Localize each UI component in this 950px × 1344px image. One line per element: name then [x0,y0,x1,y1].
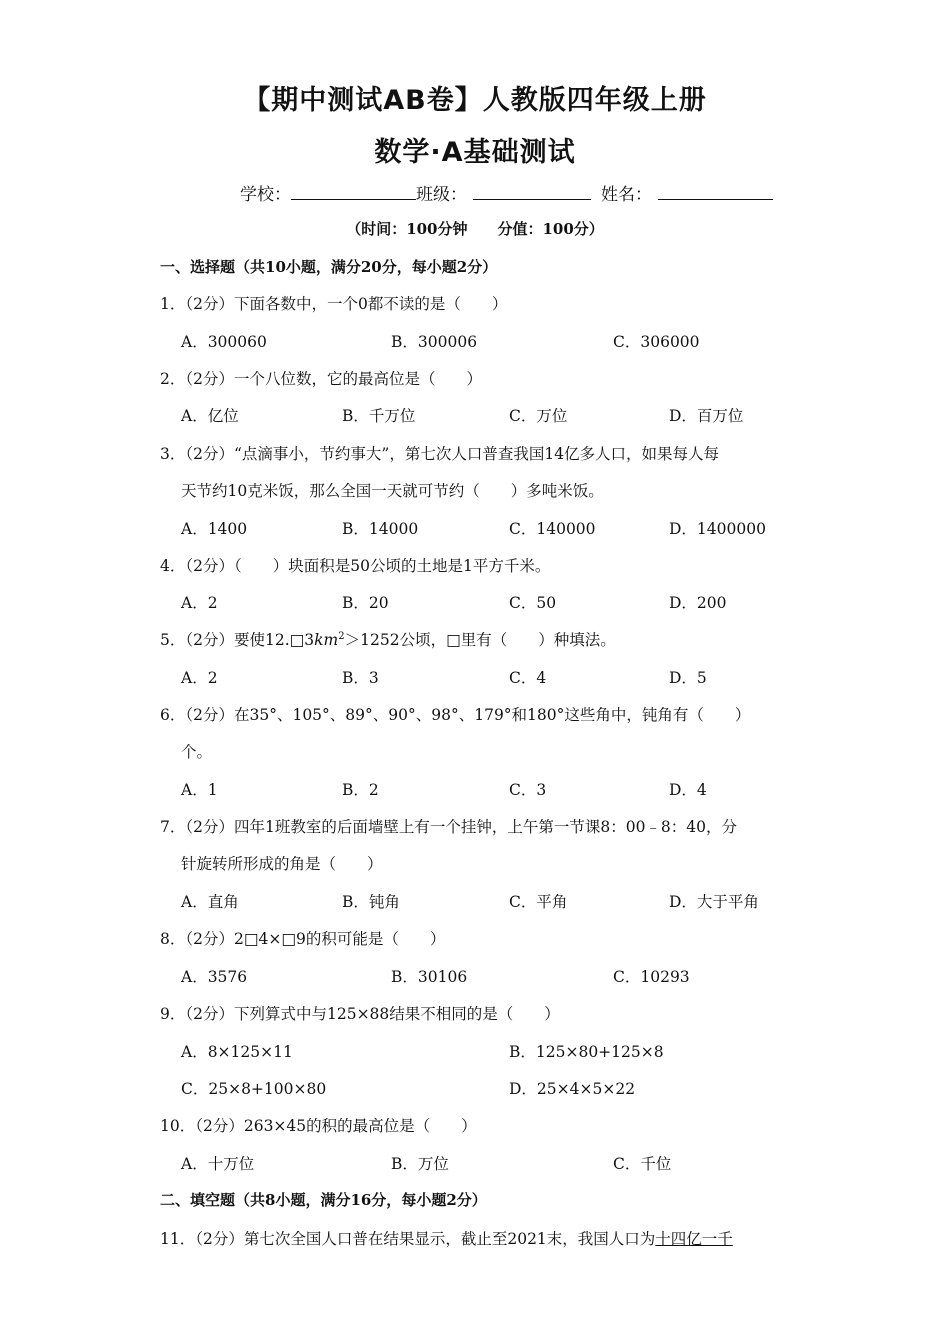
option-b[interactable]: B．3 [342,669,379,687]
option-b[interactable]: B．千万位 [342,407,416,425]
option-c[interactable]: C．千位 [613,1155,672,1173]
option-c[interactable]: C．3 [509,781,547,799]
question-number: 5． [160,631,186,649]
name-blank[interactable] [658,181,773,200]
option-a[interactable]: A．3576 [181,968,248,986]
option-d[interactable]: D．百万位 [669,407,744,425]
question-text: （2分）要使12.□3 [185,631,315,649]
name-label: 姓名： [601,185,652,205]
option-a[interactable]: A．直角 [181,893,239,911]
option-b[interactable]: B．14000 [342,520,419,538]
question-text: （2分）在35°、105°、89°、90°、98°、179°和180°这些角中，钝角有（ ） [185,706,751,724]
option-a[interactable]: A．8×125×11 [181,1043,293,1061]
option-b[interactable]: B．钝角 [342,893,400,911]
option-a[interactable]: A．十万位 [181,1155,255,1173]
question-text-continued: 针旋转所形成的角是（ ） [181,855,383,873]
option-c[interactable]: C．306000 [613,333,700,351]
option-b[interactable]: B．300006 [391,333,478,351]
page-subtitle: 数学·A基础测试 [374,137,576,168]
class-blank[interactable] [473,181,591,200]
option-c[interactable]: C．25×8+100×80 [181,1080,327,1098]
question-text: （2分）第七次全国人口普在结果显示，截止至2021末，我国人口为 [195,1230,656,1248]
class-label: 班级： [416,185,467,205]
question-number: 11． [160,1230,196,1248]
question-text: （2分）下面各数中，一个0都不读的是（ ） [185,295,508,313]
question-7 [160,815,737,837]
question-text: （2分）2□4×□9的积可能是（ ） [185,930,446,948]
school-blank[interactable] [291,181,416,200]
unit-km: km [314,631,339,649]
option-b[interactable]: B．125×80+125×8 [509,1043,664,1061]
question-11 [160,1227,733,1249]
question-8 [160,927,445,949]
section-heading: 二、填空题（共8小题，满分16分，每小题2分） [160,1191,487,1209]
option-c[interactable]: C．万位 [509,407,568,425]
question-9 [160,1002,560,1024]
option-a[interactable]: A．2 [181,594,218,612]
question-text: （2分）“点滴事小，节约事大”，第七次人口普查我国14亿多人口，如果每人每 [185,445,720,463]
question-text-continued: 个。 [181,743,213,761]
question-text-continued: 天节约10克米饭，那么全国一天就可节约（ ）多吨米饭。 [181,482,604,500]
option-c[interactable]: C．50 [509,594,557,612]
question-10 [160,1114,477,1136]
option-c[interactable]: C．140000 [509,520,596,538]
question-number: 9． [160,1005,186,1023]
question-6 [160,703,750,725]
option-b[interactable]: B．20 [342,594,389,612]
question-number: 10． [160,1117,196,1135]
option-b[interactable]: B．万位 [391,1155,449,1173]
option-d[interactable]: D．25×4×5×22 [509,1080,636,1098]
option-d[interactable]: D．大于平角 [669,893,759,911]
question-4 [160,554,550,576]
school-label: 学校： [240,185,291,205]
question-text: （2分）（ ）块面积是50公顷的土地是1平方千米。 [185,557,551,575]
student-info [240,180,773,205]
question-5 [160,628,616,650]
question-text: ＞1252公顷，□里有（ ）种填法。 [344,631,616,649]
unit-exponent: 2 [338,630,345,642]
option-d[interactable]: D．5 [669,669,707,687]
question-number: 2． [160,370,186,388]
question-number: 7． [160,818,186,836]
option-a[interactable]: A．1400 [181,520,248,538]
option-c[interactable]: C．10293 [613,968,690,986]
question-3 [160,442,719,464]
option-a[interactable]: A．2 [181,669,218,687]
question-text: （2分）一个八位数，它的最高位是（ ） [185,370,482,388]
option-c[interactable]: C．平角 [509,893,568,911]
underlined-answer: 十四亿一千 [655,1230,733,1248]
question-number: 4． [160,557,186,575]
option-a[interactable]: A．1 [181,781,218,799]
option-d[interactable]: D．200 [669,594,727,612]
question-text: （2分）下列算式中与125×88结果不相同的是（ ） [185,1005,560,1023]
question-2 [160,367,482,389]
option-a[interactable]: A．300060 [181,333,267,351]
option-d[interactable]: D．4 [669,781,707,799]
option-b[interactable]: B．30106 [391,968,468,986]
page-title: 【期中测试AB卷】人教版四年级上册 [243,85,707,116]
question-text: （2分）263×45的积的最高位是（ ） [195,1117,477,1135]
option-b[interactable]: B．2 [342,781,379,799]
exam-meta: （时间：100分钟 分值：100分） [346,220,604,238]
question-text: （2分）四年1班教室的后面墙壁上有一个挂钟，上午第一节课8：00﹣8：40，分 [185,818,738,836]
question-number: 1． [160,295,186,313]
question-number: 8． [160,930,186,948]
question-1 [160,292,507,314]
option-c[interactable]: C．4 [509,669,547,687]
section-heading: 一、选择题（共10小题，满分20分，每小题2分） [160,258,498,276]
question-number: 6． [160,706,186,724]
question-number: 3． [160,445,186,463]
option-a[interactable]: A．亿位 [181,407,239,425]
option-d[interactable]: D．1400000 [669,520,766,538]
